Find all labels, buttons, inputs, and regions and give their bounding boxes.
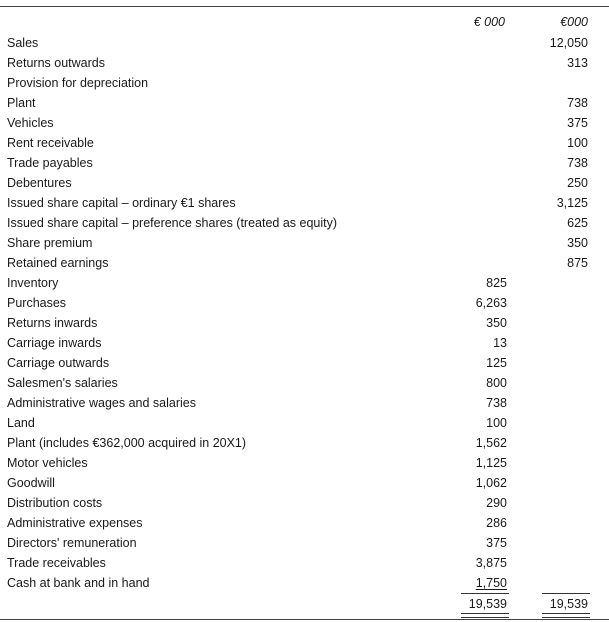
bottom-rule xyxy=(0,619,609,620)
table-row xyxy=(0,93,609,113)
row-credit-amount: 738 xyxy=(567,96,588,110)
row-debit-amount: 290 xyxy=(486,496,507,510)
table-row xyxy=(0,53,609,73)
table-row xyxy=(0,293,609,313)
row-label: Administrative wages and salaries xyxy=(7,396,196,410)
row-label: Plant (includes €362,000 acquired in 20X1) xyxy=(7,436,247,450)
table-row xyxy=(0,213,609,233)
table-row xyxy=(0,353,609,373)
row-label: Vehicles xyxy=(7,116,54,130)
row-label: Salesmen's salaries xyxy=(7,376,118,390)
row-label: Returns outwards xyxy=(7,56,105,70)
row-label: Issued share capital – ordinary €1 shares xyxy=(7,196,236,210)
total-debit xyxy=(461,593,509,614)
totals-row xyxy=(0,593,609,613)
double-underline-credit xyxy=(542,613,590,618)
table-row xyxy=(0,513,609,533)
row-credit-amount: 625 xyxy=(567,216,588,230)
row-debit-amount: 125 xyxy=(486,356,507,370)
row-debit-amount: 375 xyxy=(486,536,507,550)
row-label: Directors' remuneration xyxy=(7,536,137,550)
row-label: Administrative expenses xyxy=(7,516,143,530)
table-row xyxy=(0,433,609,453)
row-debit-amount: 1,750 xyxy=(475,576,507,590)
row-label: Sales xyxy=(7,36,39,50)
row-debit-amount: 1,062 xyxy=(475,476,507,490)
table-row xyxy=(0,393,609,413)
column-headers xyxy=(0,12,609,32)
header-debit: € 000 xyxy=(473,15,505,29)
row-debit-amount: 825 xyxy=(486,276,507,290)
table-row xyxy=(0,373,609,393)
row-label: Retained earnings xyxy=(7,256,109,270)
row-label: Rent receivable xyxy=(7,136,94,150)
row-debit-amount: 350 xyxy=(486,316,507,330)
row-debit-amount: 13 xyxy=(493,336,507,350)
row-label: Inventory xyxy=(7,276,59,290)
row-credit-amount: 250 xyxy=(567,176,588,190)
table-row xyxy=(0,253,609,273)
table-row xyxy=(0,473,609,493)
top-rule xyxy=(0,6,609,7)
table-row xyxy=(0,33,609,53)
table-row xyxy=(0,193,609,213)
row-debit-amount: 286 xyxy=(486,516,507,530)
table-row xyxy=(0,333,609,353)
row-label: Plant xyxy=(7,96,36,110)
row-debit-amount: 800 xyxy=(486,376,507,390)
row-credit-amount: 313 xyxy=(567,56,588,70)
table-row xyxy=(0,273,609,293)
trial-balance-rows xyxy=(0,33,609,593)
row-label: Purchases xyxy=(7,296,67,310)
row-label: Provision for depreciation xyxy=(7,76,149,90)
row-label: Cash at bank and in hand xyxy=(7,576,150,590)
row-credit-amount: 375 xyxy=(567,116,588,130)
row-credit-amount: 875 xyxy=(567,256,588,270)
double-underline-debit xyxy=(461,613,509,618)
row-debit-amount: 1,125 xyxy=(475,456,507,470)
row-label: Share premium xyxy=(7,236,93,250)
table-row xyxy=(0,553,609,573)
row-debit-amount: 3,875 xyxy=(475,556,507,570)
row-label: Trade receivables xyxy=(7,556,106,570)
table-row xyxy=(0,533,609,553)
total-debit-value: 19,539 xyxy=(468,597,507,611)
row-debit-amount: 100 xyxy=(486,416,507,430)
table-row xyxy=(0,573,609,593)
table-row xyxy=(0,153,609,173)
row-label: Carriage inwards xyxy=(7,336,102,350)
row-credit-amount: 3,125 xyxy=(556,196,588,210)
row-label: Returns inwards xyxy=(7,316,98,330)
row-label: Trade payables xyxy=(7,156,93,170)
table-row xyxy=(0,413,609,433)
table-row xyxy=(0,173,609,193)
row-label: Issued share capital – preference shares (treated as equity) xyxy=(7,216,338,230)
table-row xyxy=(0,453,609,473)
header-credit: €000 xyxy=(560,15,588,29)
row-label: Carriage outwards xyxy=(7,356,110,370)
row-credit-amount: 100 xyxy=(567,136,588,150)
row-label: Debentures xyxy=(7,176,72,190)
table-row xyxy=(0,113,609,133)
row-debit-amount: 6,263 xyxy=(475,296,507,310)
row-label: Distribution costs xyxy=(7,496,103,510)
row-credit-amount: 350 xyxy=(567,236,588,250)
table-row xyxy=(0,493,609,513)
row-debit-amount: 1,562 xyxy=(475,436,507,450)
row-credit-amount: 738 xyxy=(567,156,588,170)
row-label: Motor vehicles xyxy=(7,456,88,470)
table-row xyxy=(0,133,609,153)
row-credit-amount: 12,050 xyxy=(549,36,588,50)
table-row xyxy=(0,233,609,253)
row-label: Goodwill xyxy=(7,476,55,490)
table-row xyxy=(0,313,609,333)
total-credit xyxy=(542,593,590,614)
table-row xyxy=(0,73,609,93)
total-credit-value: 19,539 xyxy=(549,597,588,611)
row-debit-amount: 738 xyxy=(486,396,507,410)
row-label: Land xyxy=(7,416,35,430)
